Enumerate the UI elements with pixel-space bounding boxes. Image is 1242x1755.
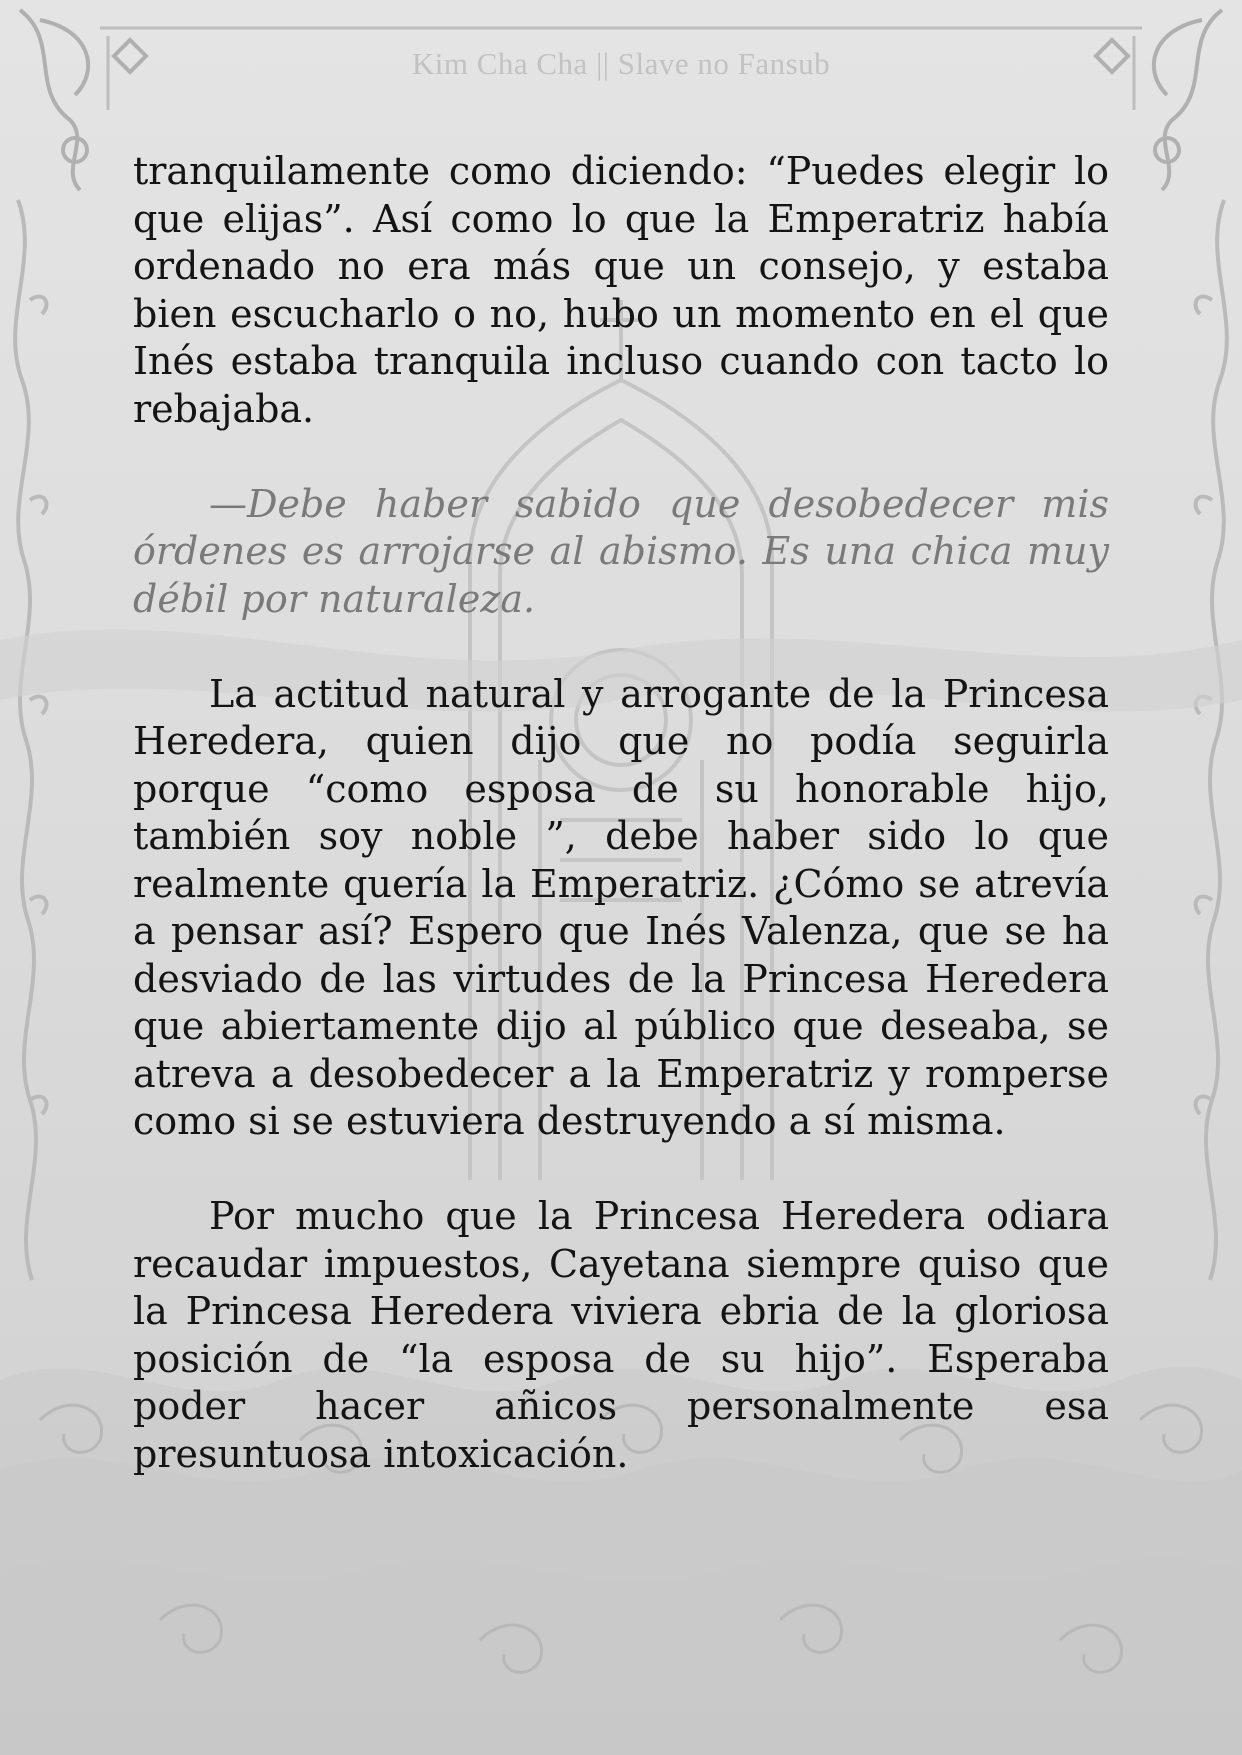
page-header-watermark: Kim Cha Cha || Slave no Fansub [411,46,831,81]
paragraph-4: Por mucho que la Princesa Heredera odiara recaudar impuestos, Cayetana siempre quiso que la Princesa Heredera viviera ebria de la gloriosa posición de “la esposa de su hijo”. Esperaba poder hacer añicos personalmente esa presuntuosa intoxicación. [133,1194,1109,1476]
dialogue-quote: —Debe haber sabido que desobedecer mis órdenes es arrojarse al abismo. Es una chica muy débil por naturaleza. [133,481,1109,621]
paragraph-3: La actitud natural y arrogante de la Princesa Heredera, quien dijo que no podía seguirla porque “como esposa de su honorable hijo, también soy noble ”, debe haber sido lo que realmente quería la Emperatriz. ¿Cómo se atrevía a pensar así? Espero que Inés Valenza, que se ha desviado de las virtudes de la Princesa Heredera que abiertamente dijo al público que deseaba, se atreva a desobedecer a la Emperatriz y romperse como si se estuviera destruyendo a sí misma. [133,671,1109,1143]
body-text [133,148,1109,1526]
paragraph-1: tranquilamente como diciendo: “Puedes elegir lo que elijas”. Así como lo que la Emperatriz había ordenado no era más que un consejo, y estaba bien escucharlo o no, hubo un momento en el que Inés estaba tranquila incluso cuando con tacto lo rebajaba. [133,149,1109,431]
